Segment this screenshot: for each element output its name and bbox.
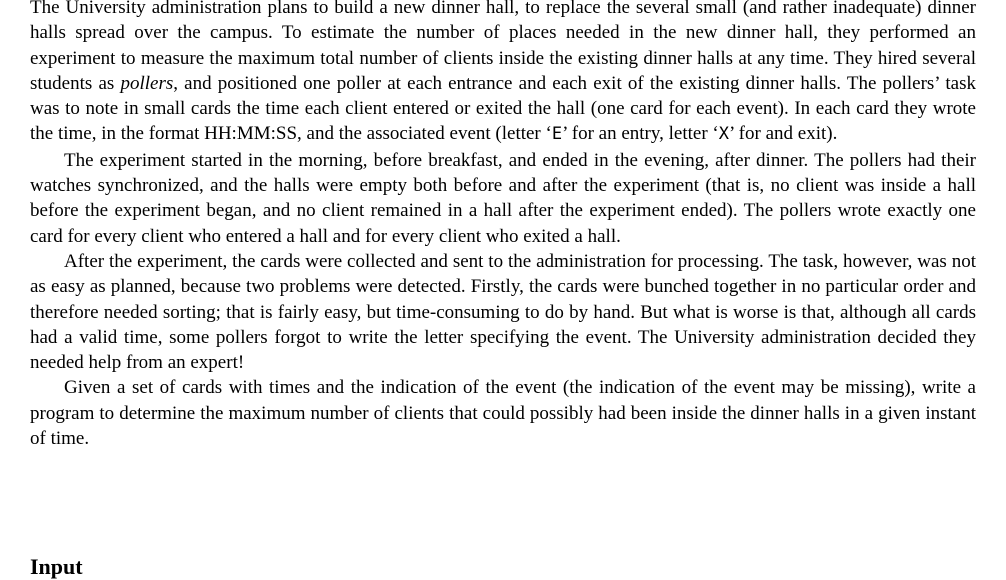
body-text-run: ’ for and exit). xyxy=(729,123,838,145)
body-text-run: ’ for an entry, letter ‘ xyxy=(562,123,719,145)
paragraph xyxy=(30,148,976,249)
body-text-run: The University administration plans to build a new dinner hall, to replace the several small (and rather inadequate) dinner halls spread over the campus. To estimate the number of places needed in the new dinner hall, they performed an experiment to measure the maximum total number of clients inside the existing dinner halls at any time. They hired several students as xyxy=(30,0,976,94)
body-text-run: The experiment started in the morning, before breakfast, and ended in the evening, after dinner. The pollers had their watches synchronized, and the halls were empty both before and after the experiment (that is, no client was inside a hall before the experiment began, and no client remained in a hall after the experiment ended). The pollers wrote exactly one card for every client who entered a hall and for every client who exited a hall. xyxy=(30,149,976,247)
paragraph xyxy=(30,0,976,148)
body-text-run: After the experiment, the cards were collected and sent to the administration for processing. The task, however, was not as easy as planned, because two problems were detected. Firstly, the cards were bunched together in no particular order and therefore needed sorting; that is fairly easy, but time-consuming to do by hand. But what is worse is that, although all cards had a valid time, some pollers forgot to write the letter specifying the event. The University administration decided they needed help from an expert! xyxy=(30,250,976,374)
italic-term: pollers xyxy=(120,72,174,94)
paragraph xyxy=(30,375,976,451)
mono-event-letter: E xyxy=(551,124,563,145)
body-text-run: , and positioned one poller at each entrance and each exit of the existing dinner halls. The pollers’ task was to note in small cards the time each client entered or exited the hall (one card for each event). In each card they wrote the time, in the format HH:MM:SS, and the associated event (letter ‘ xyxy=(30,72,976,145)
body-text-run: Given a set of cards with times and the indication of the event (the indication of the event may be missing), write a program to determine the maximum number of clients that could possibly had been inside the dinner halls in a given instant of time. xyxy=(30,377,976,450)
paragraph xyxy=(30,249,976,375)
text-block xyxy=(30,0,976,451)
mono-event-letter: X xyxy=(718,124,730,145)
section-heading-clipped: Input xyxy=(30,554,83,579)
